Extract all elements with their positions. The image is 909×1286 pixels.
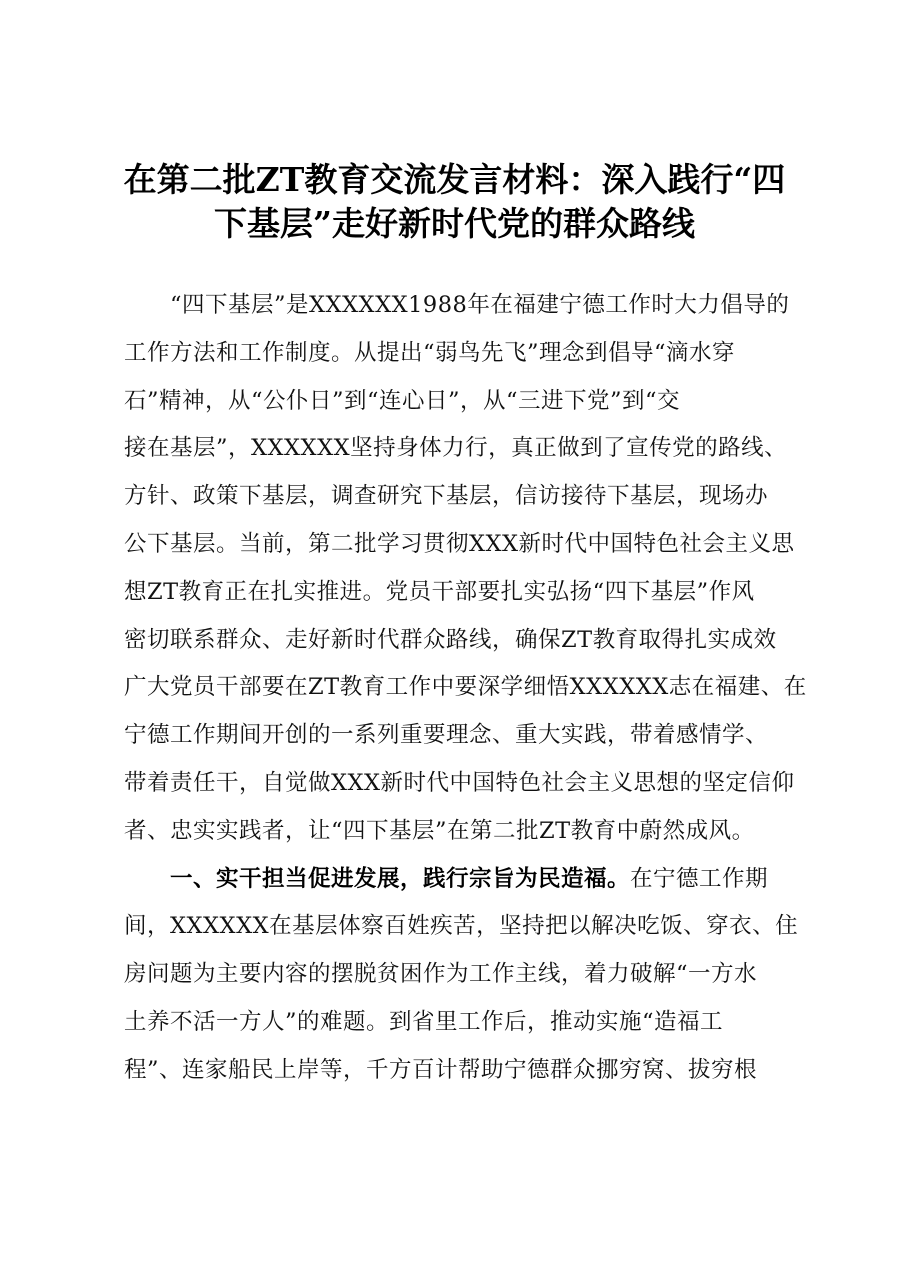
paragraph-1-line: 公下基层。当前，第二批学习贯彻XXX新时代中国特色社会主义思 — [124, 530, 795, 557]
section-1-line: 程”、连家船民上岸等，千方百计帮助宁德群众挪穷窝、拔穷根 — [124, 1056, 758, 1083]
paragraph-1-line: 密切联系群众、走好新时代群众路线，确保ZT教育取得扎实成效 — [124, 626, 777, 653]
paragraph-1-line: 广大党员干部要在ZT教育工作中要深学细悟XXXXXX志在福建、在 — [124, 674, 807, 701]
paragraph-1-line: “四下基层”是XXXXXX1988年在福建宁德工作时大力倡导的 — [170, 292, 790, 318]
paragraph-1-line: 方针、政策下基层，调查研究下基层，信访接待下基层，现场办 — [124, 483, 769, 510]
paragraph-1-line: 工作方法和工作制度。从提出“弱鸟先飞”理念到倡导“滴水穿 — [124, 339, 736, 366]
section-1-line: 房问题为主要内容的摆脱贫困作为工作主线，着力破解“一方水 — [124, 961, 758, 988]
document-body — [124, 282, 824, 1095]
paragraph-1-line: 带着责任干，自觉做XXX新时代中国特色社会主义思想的坚定信仰 — [124, 769, 795, 796]
document-title — [100, 158, 809, 246]
paragraph-1-line: 者、忠实实践者，让“四下基层”在第二批ZT教育中蔚然成风。 — [124, 817, 755, 844]
section-1-first-line-rest: 在宁德工作期 — [630, 865, 769, 892]
title-line-1: 在第二批ZT教育交流发言材料：深入践行“四 — [123, 160, 786, 199]
paragraph-1-line: 接在基层”，XXXXXX坚持身体力行，真正做到了宣传党的路线、 — [124, 435, 788, 462]
section-1-first-line — [124, 856, 824, 904]
paragraph-1-line: 想ZT教育正在扎实推进。党员干部要扎实弘扬“四下基层”作风 — [124, 578, 755, 605]
section-1-line: 土养不活一方人”的难题。到省里工作后，推动实施“造福工 — [124, 1008, 724, 1035]
paragraph-1-line: 石”精神，从“公仆日”到“连心日”，从“三进下党”到“交 — [124, 387, 681, 414]
section-1-line: 间，XXXXXX在基层体察百姓疾苦，坚持把以解决吃饭、穿衣、住 — [124, 913, 799, 940]
paragraph-1-line: 宁德工作期间开创的一系列重要理念、重大实践，带着感情学、 — [124, 722, 769, 749]
title-line-2: 下基层”走好新时代党的群众路线 — [214, 204, 695, 243]
section-1-heading: 一、实干担当促进发展，践行宗旨为民造福。 — [170, 865, 631, 892]
